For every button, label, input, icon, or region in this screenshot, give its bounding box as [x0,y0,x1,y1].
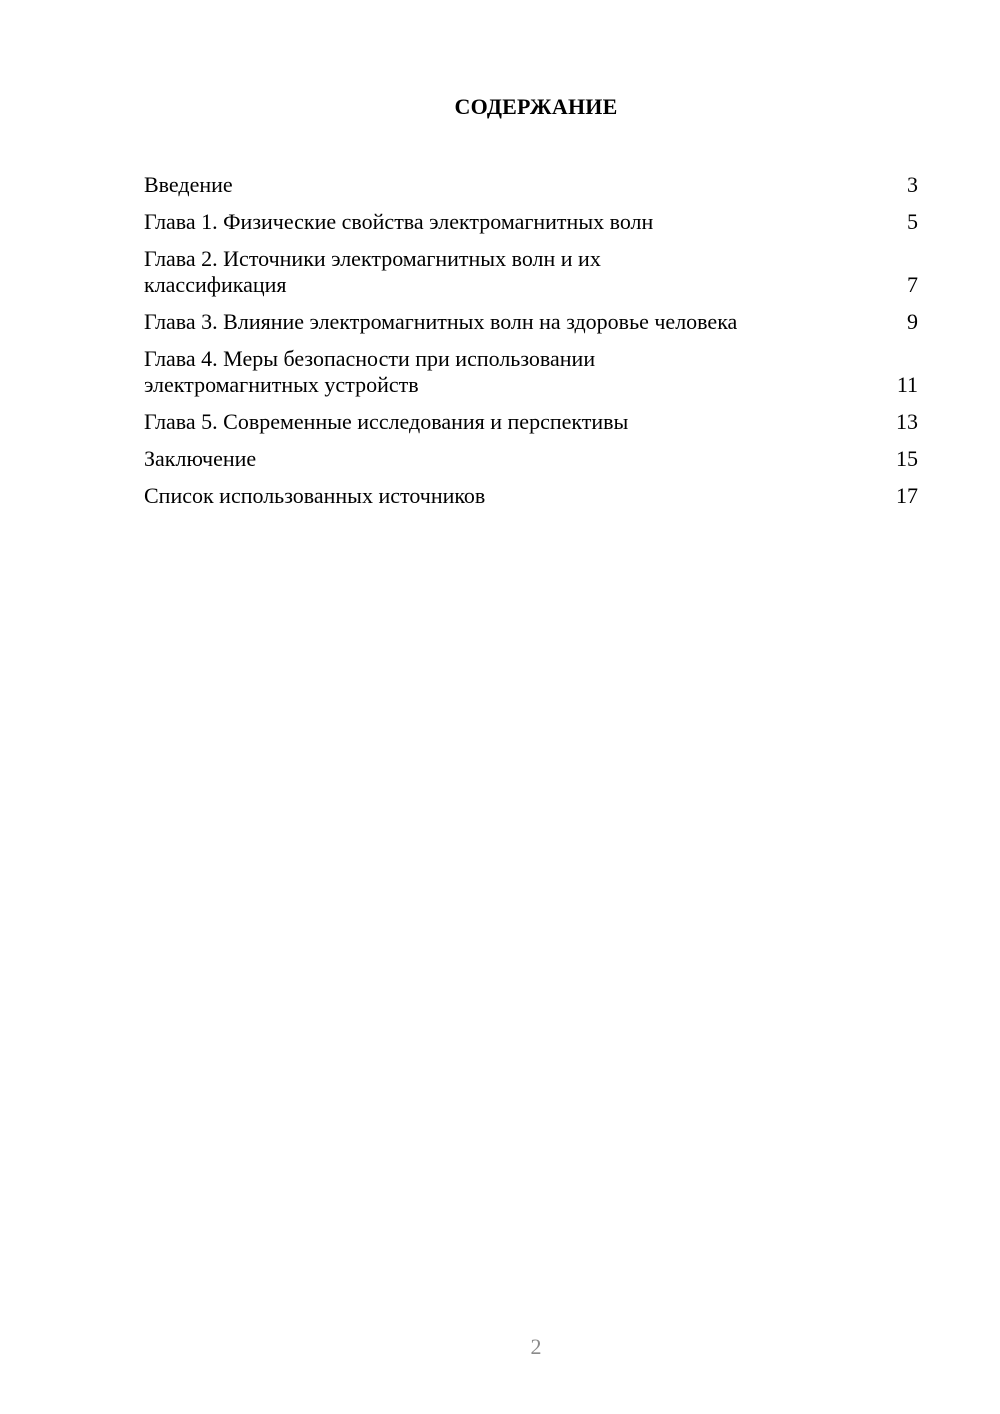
toc-entry-conclusion [144,446,918,472]
toc-entry-page: 7 [907,272,918,297]
toc-entry-text: Глава 5. Современные исследования и перспективы [144,409,629,434]
toc-entry-chapter-3 [144,309,918,335]
toc-entry-page: 13 [896,409,918,434]
toc-entry-text: Глава 1. Физические свойства электромагнитных волн [144,209,654,234]
toc-entry-chapter-5 [144,409,918,435]
toc-entry-text: Заключение [144,446,257,471]
toc-title: СОДЕРЖАНИЕ [454,94,618,119]
toc-entry-page: 17 [896,483,918,508]
toc-entry-text: Введение [144,172,233,197]
toc-entry-introduction [144,172,918,198]
toc-entry-chapter-4 [144,346,918,398]
toc-entry-text: Глава 2. Источники электромагнитных волн и их классификация [144,246,601,297]
table-of-contents [144,172,918,520]
toc-entry-page: 9 [907,309,918,334]
toc-entry-text: Список использованных источников [144,483,486,508]
toc-entry-chapter-1 [144,209,918,235]
toc-entry-page: 11 [896,372,918,397]
page-number: 2 [530,1334,542,1359]
toc-entry-text: Глава 4. Меры безопасности при использовании электромагнитных устройств [144,346,596,397]
toc-entry-page: 15 [896,446,918,471]
toc-entry-text: Глава 3. Влияние электромагнитных волн на здоровье человека [144,309,738,334]
toc-entry-page: 5 [907,209,918,234]
toc-entry-page: 3 [907,172,918,197]
toc-entry-chapter-2 [144,246,918,298]
toc-entry-references [144,483,918,509]
